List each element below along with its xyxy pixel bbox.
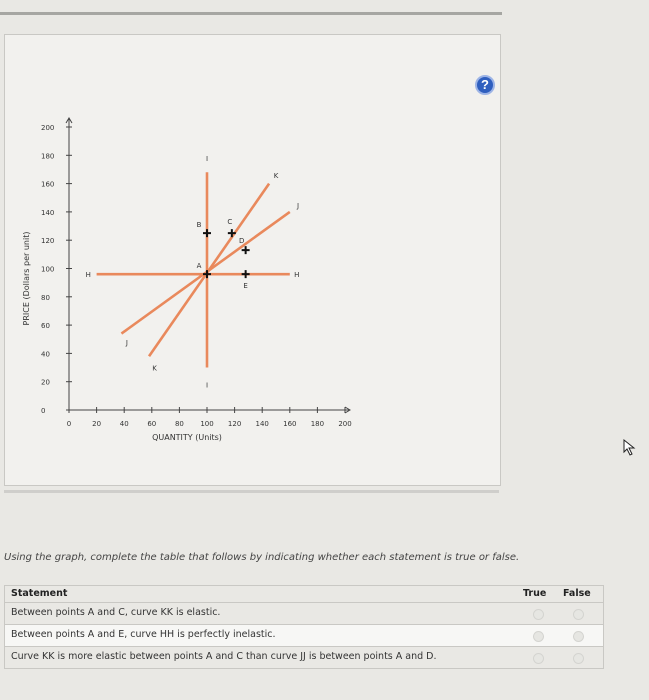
y-tick-label: 40 [41, 350, 50, 359]
true-radio[interactable] [533, 653, 544, 664]
instruction-text: Using the graph, complete the table that follows by indicating whether each statement is true or false. [4, 552, 520, 563]
bottom-divider [4, 490, 499, 493]
point-marker [203, 229, 211, 237]
x-tick-label: 120 [227, 420, 242, 428]
true-radio[interactable] [533, 609, 544, 620]
header-true: True [523, 588, 547, 599]
curve-label: K [273, 172, 279, 181]
y-tick-label: 200 [41, 124, 55, 132]
point-label: A [196, 262, 202, 271]
point-marker [242, 270, 250, 278]
point-label: D [238, 237, 245, 246]
false-radio[interactable] [573, 631, 584, 642]
statement-text: Curve KK is more elastic between points A and C than curve JJ is between points A and D. [11, 651, 437, 662]
curve-label: H [85, 271, 91, 280]
table-row [4, 647, 604, 669]
curve-label: J [297, 201, 300, 210]
y-tick-label: 120 [41, 237, 55, 246]
curve-label: I [205, 381, 209, 390]
curve-label: I [205, 155, 209, 164]
x-tick-label: 0 [66, 420, 72, 428]
point-marker [228, 229, 236, 237]
true-radio[interactable] [533, 631, 544, 642]
x-tick-label: 40 [119, 420, 129, 428]
y-tick-label: 160 [41, 180, 55, 189]
table-row [4, 625, 604, 647]
statement-text: Between points A and C, curve KK is elastic. [11, 607, 221, 618]
y-tick-label: 180 [41, 152, 55, 161]
x-tick-label: 20 [92, 420, 102, 428]
header-false: False [563, 588, 591, 599]
statement-text: Between points A and E, curve HH is perfectly inelastic. [11, 629, 276, 640]
y-tick-label: 0 [41, 407, 46, 415]
y-axis-label: PRICE (Dollars per unit) [22, 231, 31, 326]
point-label: E [243, 282, 248, 291]
table-header-row [4, 585, 604, 603]
false-radio[interactable] [573, 609, 584, 620]
curve-label: H [294, 271, 300, 280]
x-tick-label: 200 [338, 420, 352, 428]
header-statement: Statement [11, 588, 68, 599]
help-icon: ? [481, 77, 489, 92]
y-tick-label: 140 [41, 208, 55, 217]
x-tick-label: 100 [200, 420, 214, 428]
top-divider [0, 12, 502, 15]
y-tick-label: 100 [41, 265, 55, 274]
curve-label: J [125, 339, 128, 348]
mouse-pointer-icon [621, 438, 639, 456]
graph-panel [4, 34, 501, 486]
x-tick-label: 160 [283, 420, 297, 428]
x-tick-label: 140 [255, 420, 269, 428]
point-label: B [196, 221, 202, 230]
y-tick-label: 80 [41, 293, 50, 302]
curve-label: K [152, 364, 157, 373]
price-quantity-chart [5, 35, 500, 485]
y-tick-label: 60 [41, 322, 50, 331]
x-tick-label: 180 [310, 420, 325, 428]
x-axis-label: QUANTITY (Units) [152, 433, 222, 442]
table-row [4, 603, 604, 625]
x-tick-label: 80 [174, 420, 184, 428]
curve-k [149, 184, 269, 357]
point-label: C [227, 218, 233, 227]
x-tick-label: 60 [147, 420, 157, 428]
y-tick-label: 20 [41, 378, 50, 387]
false-radio[interactable] [573, 653, 584, 664]
true-false-table [4, 585, 604, 669]
